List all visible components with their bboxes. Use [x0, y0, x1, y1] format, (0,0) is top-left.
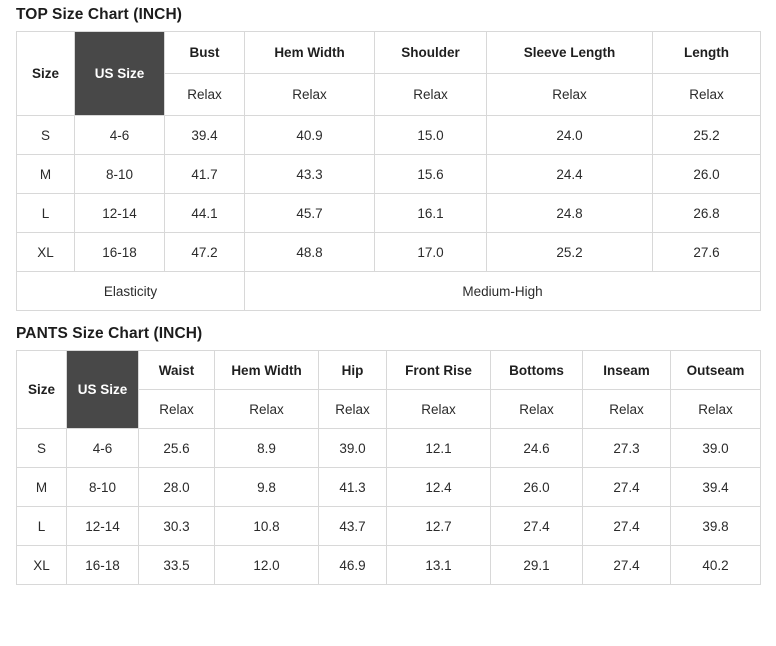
cell-sleeve-length: 24.4: [487, 155, 653, 194]
cell-inseam: 27.4: [583, 468, 671, 507]
cell-front-rise: 12.1: [387, 429, 491, 468]
cell-shoulder: 15.0: [375, 116, 487, 155]
table-row: [17, 233, 761, 272]
cell-inseam: 27.4: [583, 507, 671, 546]
table-row: [17, 194, 761, 233]
cell-front-rise: 12.7: [387, 507, 491, 546]
top-size-chart-table: [16, 31, 761, 311]
cell-bottoms: 27.4: [491, 507, 583, 546]
cell-front-rise: 13.1: [387, 546, 491, 585]
header-cell-us-size: US Size: [67, 351, 139, 429]
cell-shoulder: 17.0: [375, 233, 487, 272]
cell-us-size: 4-6: [67, 429, 139, 468]
cell-inseam: 27.3: [583, 429, 671, 468]
cell-shoulder: 15.6: [375, 155, 487, 194]
cell-us-size: 12-14: [75, 194, 165, 233]
table-row: [17, 429, 761, 468]
header-cell-hem-width: Hem Width: [245, 32, 375, 74]
cell-size: S: [17, 429, 67, 468]
pants-size-chart-table: [16, 350, 761, 585]
cell-outseam: 40.2: [671, 546, 761, 585]
table-row: [17, 468, 761, 507]
header-cell-bottoms: Bottoms: [491, 351, 583, 390]
cell-outseam: 39.4: [671, 468, 761, 507]
cell-waist: 30.3: [139, 507, 215, 546]
header-cell-sleeve-length: Sleeve Length: [487, 32, 653, 74]
table-row: [17, 116, 761, 155]
cell-hip: 41.3: [319, 468, 387, 507]
fit-cell-length: Relax: [653, 74, 761, 116]
cell-inseam: 27.4: [583, 546, 671, 585]
size-chart-page: [0, 6, 776, 585]
header-cell-length: Length: [653, 32, 761, 74]
cell-outseam: 39.0: [671, 429, 761, 468]
cell-hem-width: 45.7: [245, 194, 375, 233]
cell-hem-width: 10.8: [215, 507, 319, 546]
cell-size: M: [17, 468, 67, 507]
table-row: [17, 155, 761, 194]
fit-cell-outseam: Relax: [671, 390, 761, 429]
cell-sleeve-length: 24.8: [487, 194, 653, 233]
cell-bottoms: 24.6: [491, 429, 583, 468]
cell-us-size: 16-18: [67, 546, 139, 585]
cell-waist: 28.0: [139, 468, 215, 507]
header-cell-size: Size: [17, 351, 67, 429]
header-cell-shoulder: Shoulder: [375, 32, 487, 74]
cell-hem-width: 8.9: [215, 429, 319, 468]
header-cell-hip: Hip: [319, 351, 387, 390]
cell-size: L: [17, 194, 75, 233]
cell-outseam: 39.8: [671, 507, 761, 546]
fit-cell-front-rise: Relax: [387, 390, 491, 429]
fit-cell-sleeve-length: Relax: [487, 74, 653, 116]
cell-us-size: 12-14: [67, 507, 139, 546]
header-cell-hem-width: Hem Width: [215, 351, 319, 390]
cell-length: 26.8: [653, 194, 761, 233]
table-header-row: [17, 32, 761, 74]
cell-length: 27.6: [653, 233, 761, 272]
cell-hem-width: 12.0: [215, 546, 319, 585]
elasticity-row: [17, 272, 761, 311]
fit-cell-inseam: Relax: [583, 390, 671, 429]
elasticity-label: Elasticity: [17, 272, 245, 311]
fit-cell-bust: Relax: [165, 74, 245, 116]
cell-size: M: [17, 155, 75, 194]
cell-size: XL: [17, 233, 75, 272]
fit-cell-shoulder: Relax: [375, 74, 487, 116]
elasticity-value: Medium-High: [245, 272, 761, 311]
header-cell-size: Size: [17, 32, 75, 116]
cell-size: XL: [17, 546, 67, 585]
cell-hem-width: 40.9: [245, 116, 375, 155]
cell-shoulder: 16.1: [375, 194, 487, 233]
cell-us-size: 16-18: [75, 233, 165, 272]
fit-cell-bottoms: Relax: [491, 390, 583, 429]
top-chart-title: TOP Size Chart (INCH): [16, 6, 183, 23]
header-cell-bust: Bust: [165, 32, 245, 74]
cell-hem-width: 48.8: [245, 233, 375, 272]
pants-chart-title: PANTS Size Chart (INCH): [16, 325, 203, 342]
cell-length: 26.0: [653, 155, 761, 194]
cell-size: L: [17, 507, 67, 546]
header-cell-front-rise: Front Rise: [387, 351, 491, 390]
cell-bust: 44.1: [165, 194, 245, 233]
table-row: [17, 507, 761, 546]
cell-hip: 46.9: [319, 546, 387, 585]
cell-hem-width: 43.3: [245, 155, 375, 194]
cell-waist: 25.6: [139, 429, 215, 468]
cell-bust: 41.7: [165, 155, 245, 194]
cell-bottoms: 29.1: [491, 546, 583, 585]
cell-length: 25.2: [653, 116, 761, 155]
cell-bottoms: 26.0: [491, 468, 583, 507]
cell-sleeve-length: 24.0: [487, 116, 653, 155]
cell-hip: 39.0: [319, 429, 387, 468]
table-header-row: [17, 351, 761, 390]
fit-cell-hip: Relax: [319, 390, 387, 429]
fit-cell-hem-width: Relax: [215, 390, 319, 429]
header-cell-inseam: Inseam: [583, 351, 671, 390]
fit-cell-waist: Relax: [139, 390, 215, 429]
cell-us-size: 8-10: [75, 155, 165, 194]
cell-us-size: 4-6: [75, 116, 165, 155]
cell-sleeve-length: 25.2: [487, 233, 653, 272]
cell-bust: 39.4: [165, 116, 245, 155]
cell-bust: 47.2: [165, 233, 245, 272]
cell-size: S: [17, 116, 75, 155]
header-cell-outseam: Outseam: [671, 351, 761, 390]
header-cell-waist: Waist: [139, 351, 215, 390]
cell-waist: 33.5: [139, 546, 215, 585]
cell-us-size: 8-10: [67, 468, 139, 507]
fit-cell-hem-width: Relax: [245, 74, 375, 116]
table-row: [17, 546, 761, 585]
cell-hip: 43.7: [319, 507, 387, 546]
cell-front-rise: 12.4: [387, 468, 491, 507]
header-cell-us-size: US Size: [75, 32, 165, 116]
cell-hem-width: 9.8: [215, 468, 319, 507]
